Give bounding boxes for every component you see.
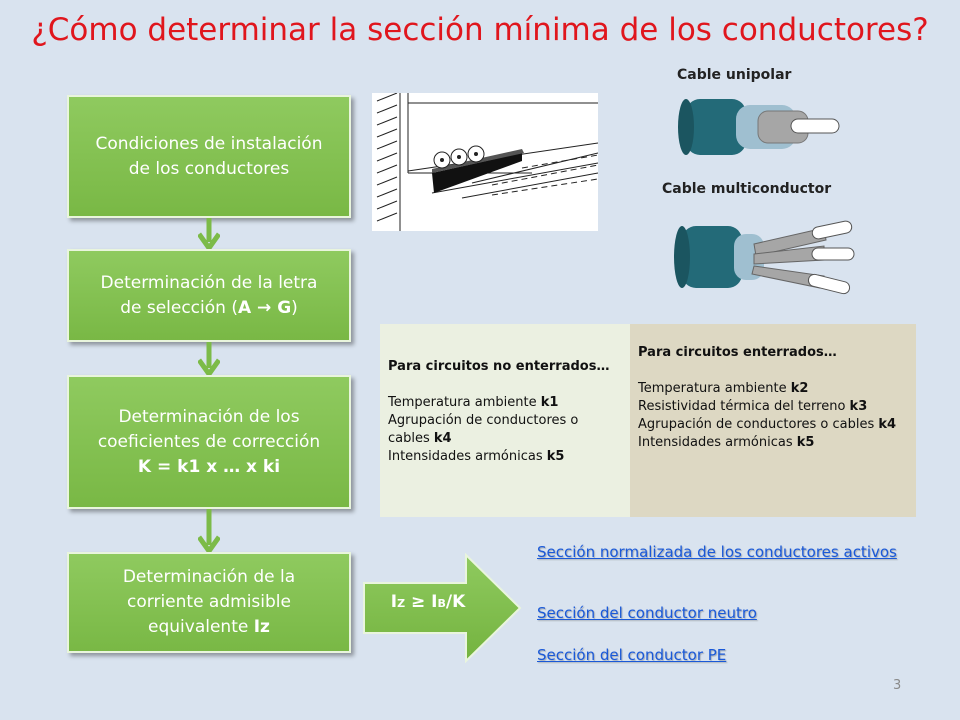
list-item: Temperatura ambiente k2	[638, 381, 809, 396]
installation-illustration	[372, 93, 598, 231]
step-installation-conditions	[67, 95, 351, 218]
list-item: Temperatura ambiente k1	[388, 395, 559, 410]
step-admissible-current	[67, 552, 351, 653]
down-arrow-icon	[198, 509, 220, 557]
page-title: ¿Cómo determinar la sección mínima de los conductores?	[31, 12, 929, 48]
step-3-line-2: coeficientes de corrección	[97, 431, 321, 452]
multiconductor-cable-icon	[674, 216, 858, 302]
step-3-formula: K = k1 x … x ki	[137, 456, 281, 477]
list-item: Resistividad térmica del terreno k3	[638, 399, 868, 414]
cable-unipolar-label: Cable unipolar	[677, 67, 792, 83]
step-4-line-3: equivalente Iz	[148, 617, 270, 637]
step-2-line-1: Determinación de la letra	[100, 272, 318, 293]
link-active-conductors-section[interactable]: Sección normalizada de los conductores activos	[537, 543, 897, 561]
list-item: Intensidades armónicas k5	[638, 435, 815, 450]
step-2-line-2: de selección (A → G)	[120, 297, 298, 318]
panel-buried-heading: Para circuitos enterrados…	[638, 345, 837, 360]
list-item: Intensidades armónicas k5	[388, 449, 565, 464]
link-neutral-conductor-section[interactable]: Sección del conductor neutro	[537, 604, 757, 622]
list-item: Agrupación de conductores o cables k4	[638, 417, 897, 432]
list-item: Agrupación de conductores o cables k4	[388, 413, 579, 446]
cable-multi-label: Cable multiconductor	[662, 181, 832, 197]
link-pe-conductor-section[interactable]: Sección del conductor PE	[537, 646, 727, 664]
step-3-line-1: Determinación de los	[118, 406, 300, 427]
step-selection-letter	[67, 249, 351, 342]
step-4-line-2: corriente admisible	[127, 592, 291, 612]
panel-not-buried-heading: Para circuitos no enterrados…	[388, 359, 610, 374]
step-4-line-1: Determinación de la	[122, 567, 296, 587]
unipolar-cable-icon	[676, 95, 846, 163]
page-number: 3	[893, 678, 902, 693]
panel-not-buried	[380, 324, 630, 517]
step-correction-coefficients	[67, 375, 351, 509]
current-formula: IZ ≥ IB/K	[390, 592, 466, 612]
step-1-line-1: Condiciones de instalación	[95, 133, 323, 154]
panel-buried	[630, 324, 916, 517]
step-1-line-2: de los conductores	[128, 158, 290, 179]
